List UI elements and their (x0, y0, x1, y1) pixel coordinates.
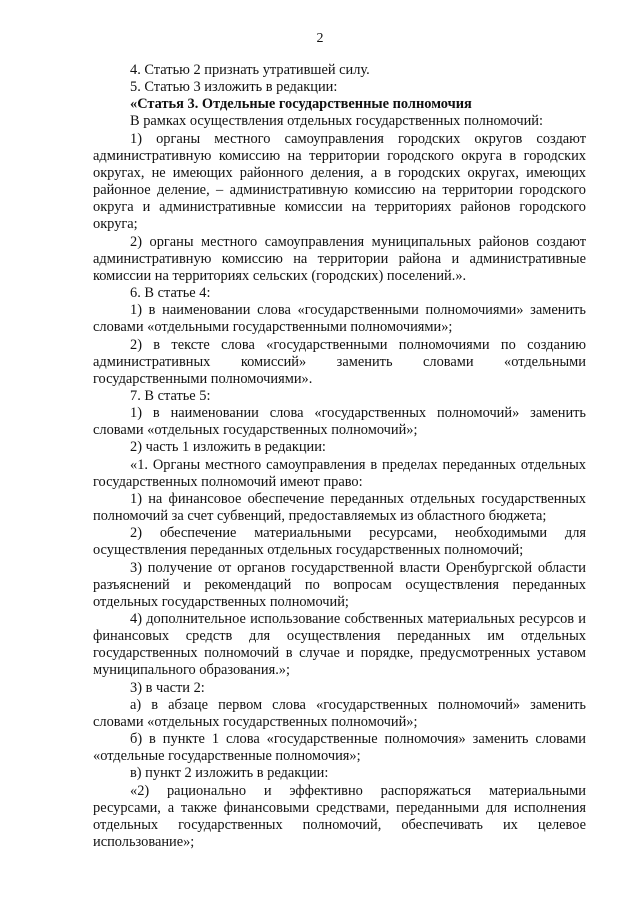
paragraph-5: 5. Статью 3 изложить в редакции: (130, 79, 338, 96)
point-2-new-text: «2) рационально и эффективно распоряжаться материальными ресурсами, а также финансовыми средствами, переданными для исполнения отдельных государственных полномочий, обеспечивать их целевое использование»; (93, 782, 586, 851)
part-2-subitem-b: б) в пункте 1 слова «государственные полномочия» заменить словами «отдельные государственные полномочия»; (93, 731, 586, 765)
part-2-subitem-v: в) пункт 2 изложить в редакции: (130, 765, 329, 782)
part-1-item-4: 4) дополнительное использование собственных материальных ресурсов и финансовых средств для осуществления переданных им отдельных государственных полномочий в случае и порядке, предусмотренных уставом муниципального образования.»; (93, 611, 586, 679)
paragraph-7: 7. В статье 5: (130, 387, 211, 404)
page-number: 2 (316, 31, 324, 46)
paragraph-4: 4. Статью 2 признать утратившей силу. (130, 62, 370, 78)
part-2-subitem-a: а) в абзаце первом слова «государственных полномочий» заменить словами «отдельных государственных полномочий»; (93, 696, 586, 730)
paragraph-7-item-3: 3) в части 2: (130, 679, 205, 696)
article-3-item-1: 1) органы местного самоуправления городских округов создают административную комиссию на территории городского округа в городских округах, не имеющих районного деления, а в городских округах, имеющих районное деление, – административную комиссию на территории городского округа и административные комиссии на территориях районов городского округа; (93, 130, 586, 233)
paragraph-7-item-1: 1) в наименовании слова «государственных полномочий» заменить словами «отдельных государственных полномочий»; (93, 405, 586, 439)
paragraph-6-item-1: 1) в наименовании слова «государственными полномочиями» заменить словами «отдельными государственными полномочиями»; (93, 302, 586, 336)
paragraph-6: 6. В статье 4: (130, 285, 211, 302)
article-3-heading: «Статья 3. Отдельные государственные полномочия (130, 96, 472, 113)
article-3-intro: В рамках осуществления отдельных государственных полномочий: (130, 113, 544, 130)
paragraph-7-item-2: 2) часть 1 изложить в редакции: (130, 439, 326, 456)
article-3-item-2: 2) органы местного самоуправления муниципальных районов создают административную комиссию на территории района и административные комиссии на территориях сельских (городских) поселений.». (93, 233, 586, 284)
part-1-item-1: 1) на финансовое обеспечение переданных отдельных государственных полномочий за счет субвенций, предоставляемых из областного бюджета; (93, 490, 586, 525)
document-body (93, 62, 586, 851)
part-1-item-2: 2) обеспечение материальными ресурсами, необходимыми для осуществления переданных отдельных государственных полномочий; (93, 525, 586, 559)
part-1-item-3: 3) получение от органов государственной власти Оренбургской области разъяснений и рекомендаций по вопросам осуществления переданных отдельных государственных полномочий; (93, 559, 586, 610)
paragraph-6-item-2: 2) в тексте слова «государственными полномочиями по созданию административных комиссий» заменить словами «отдельными государственными полномочиями». (93, 336, 586, 387)
part-1-intro: «1. Органы местного самоуправления в пределах переданных отдельных государственных полномочий имеют право: (93, 456, 586, 490)
